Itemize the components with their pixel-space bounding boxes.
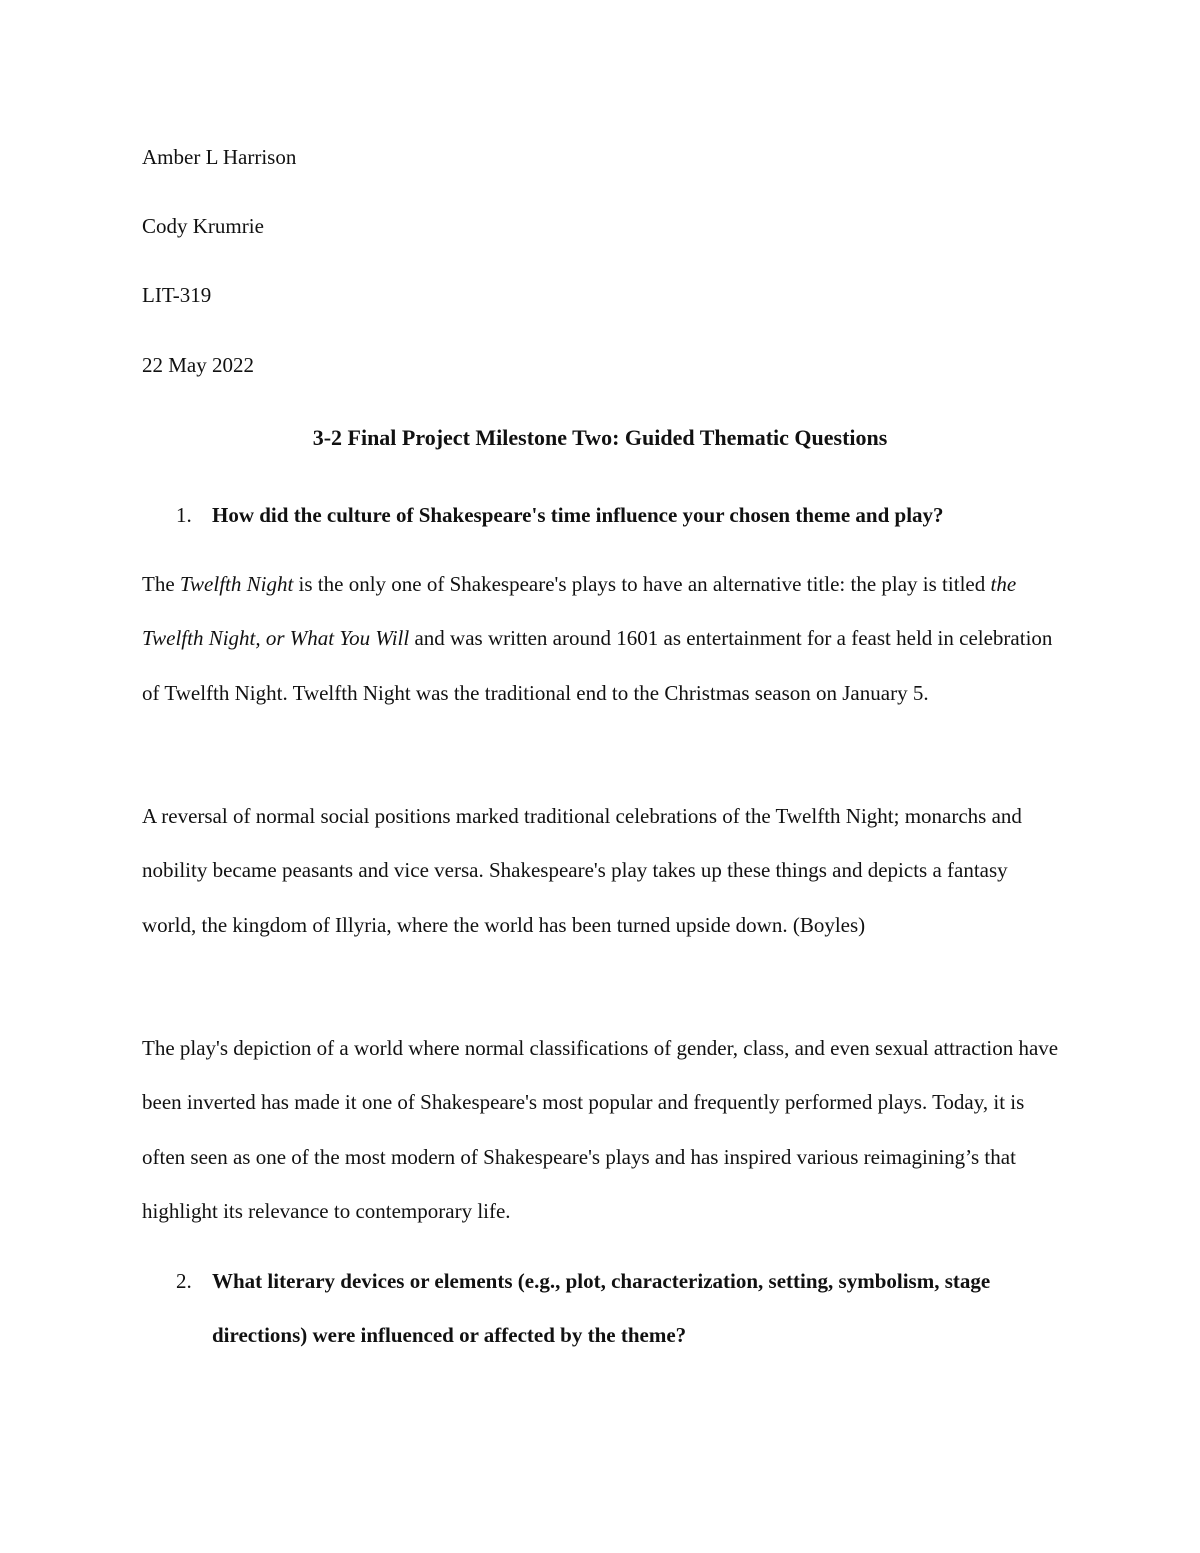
student-name: Amber L Harrison bbox=[142, 145, 297, 169]
course-code: LIT-319 bbox=[142, 283, 212, 307]
paragraph-1-part-a: The bbox=[142, 572, 180, 596]
question-2-number: 2. bbox=[176, 1269, 192, 1293]
question-1-number: 1. bbox=[176, 503, 192, 527]
paragraph-1-part-c: is the only one of Shakespeare's plays to have an alternative title: the play is titled bbox=[293, 572, 991, 596]
submission-date: 22 May 2022 bbox=[142, 353, 254, 377]
question-1 bbox=[176, 488, 1056, 542]
paragraph-1-part-e: and was written around 1601 as entertainment for a feast held in celebration of Twelfth Night. Twelfth Night was the traditional end to the Christmas season on January 5. bbox=[142, 626, 1053, 705]
document-title: 3-2 Final Project Milestone Two: Guided Thematic Questions bbox=[312, 425, 888, 450]
paragraph-1 bbox=[142, 557, 1062, 720]
question-2-text: What literary devices or elements (e.g., plot, characterization, setting, symbolism, stage directions) were influenced or affected by the theme? bbox=[212, 1269, 991, 1347]
question-1-text: How did the culture of Shakespeare's time influence your chosen theme and play? bbox=[212, 503, 944, 527]
paragraph-2: A reversal of normal social positions marked traditional celebrations of the Twelfth Night; monarchs and nobility became peasants and vice versa. Shakespeare's play takes up these things and depicts a fantasy world, the kingdom of Illyria, where the world has been turned upside down. (Boyles) bbox=[142, 804, 1022, 937]
paragraph-1-play-title: Twelfth Night bbox=[179, 572, 294, 596]
paragraph-1-alt-title: the Twelfth Night, or What You Will bbox=[142, 572, 1017, 651]
paragraph-3: The play's depiction of a world where normal classifications of gender, class, and even sexual attraction have been inverted has made it one of Shakespeare's most popular and frequently performed plays. Today, it is often seen as one of the most modern of Shakespeare's plays and has inspired various reimagining’s that highlight its relevance to contemporary life. bbox=[142, 1036, 1059, 1223]
instructor-name: Cody Krumrie bbox=[142, 214, 264, 238]
question-2 bbox=[176, 1254, 1056, 1362]
